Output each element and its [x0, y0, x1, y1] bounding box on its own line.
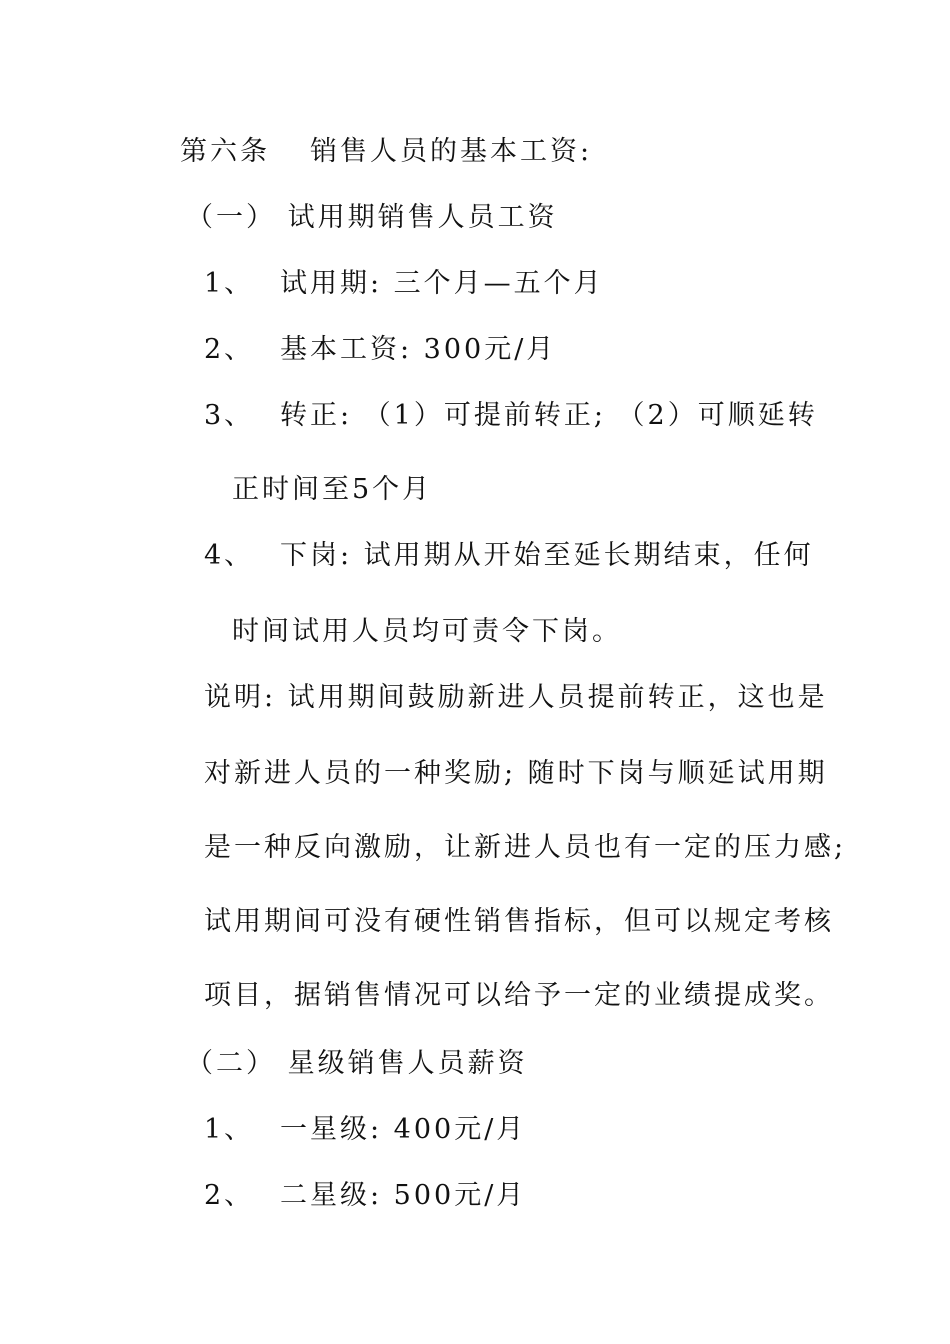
section-heading-1: （一） 试用期销售人员工资: [186, 202, 558, 233]
item-text: 一星级: 400元/月: [280, 1114, 527, 1145]
item-text: 基本工资: 300元/月: [280, 334, 557, 365]
item-text: 下岗: 试用期从开始至延长期结束，任何: [280, 540, 814, 571]
list-item: [204, 1112, 526, 1148]
item-text: 二星级: 500元/月: [280, 1180, 527, 1211]
list-item: [204, 266, 604, 302]
list-item: [204, 332, 556, 368]
item-number: 2、: [204, 1180, 255, 1211]
list-item: [204, 1178, 526, 1214]
item-number: 2、: [204, 334, 255, 365]
item-number: 1、: [204, 268, 255, 299]
list-item-continuation: 正时间至5个月: [232, 474, 433, 505]
article-title: 销售人员的基本工资:: [310, 136, 593, 167]
note-line: 是一种反向激励，让新进人员也有一定的压力感;: [204, 832, 847, 863]
item-number: 4、: [204, 540, 255, 571]
article-number: 第六条: [180, 136, 270, 167]
article-heading: [180, 134, 592, 170]
note-line: 试用期间可没有硬性销售指标，但可以规定考核: [204, 906, 834, 937]
note-line: 对新进人员的一种奖励; 随时下岗与顺延试用期: [204, 758, 828, 789]
item-text: 转正: （1）可提前转正; （2）可顺延转: [280, 400, 818, 431]
item-number: 1、: [204, 1114, 255, 1145]
list-item: [204, 538, 814, 574]
item-number: 3、: [204, 400, 255, 431]
note-line: 说明: 试用期间鼓励新进人员提前转正，这也是: [204, 682, 828, 713]
section-heading-2: （二） 星级销售人员薪资: [186, 1048, 528, 1079]
list-item-continuation: 时间试用人员均可责令下岗。: [232, 616, 622, 647]
note-line: 项目，据销售情况可以给予一定的业绩提成奖。: [204, 980, 834, 1011]
item-text: 试用期: 三个月—五个月: [280, 268, 604, 299]
list-item: [204, 398, 818, 434]
